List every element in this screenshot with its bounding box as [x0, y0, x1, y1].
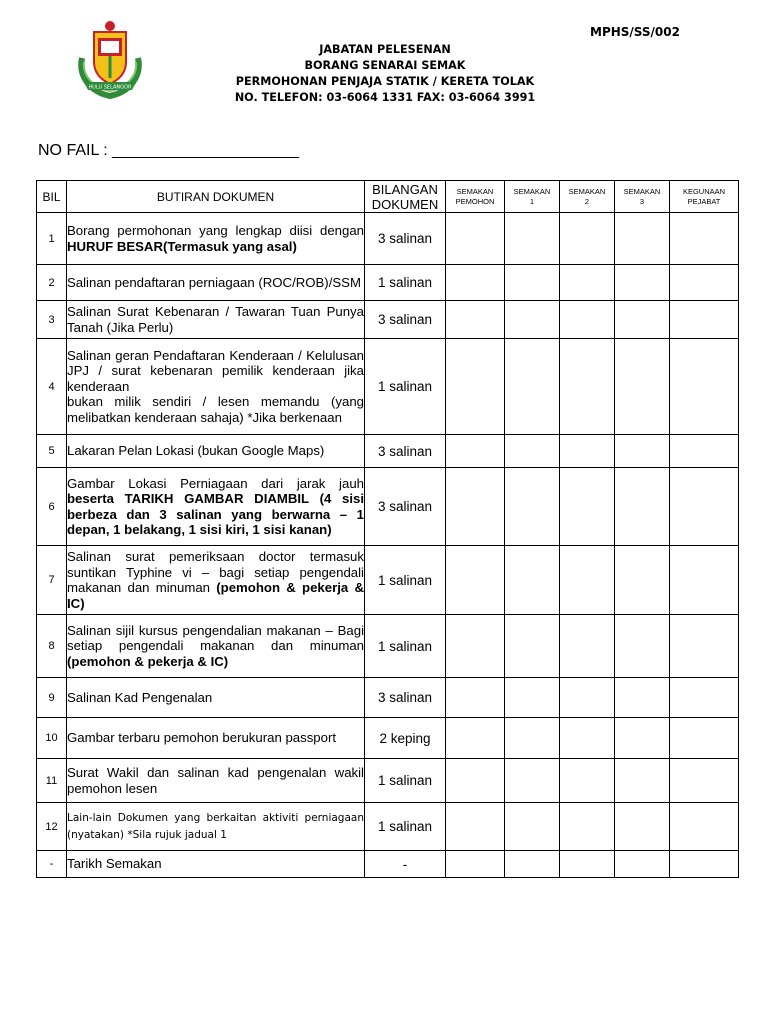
check-cell-pemohon[interactable]	[446, 718, 505, 759]
check-cell-pemohon[interactable]	[446, 213, 505, 265]
row-number: 10	[37, 718, 67, 759]
row-description: Salinan geran Pendaftaran Kenderaan / Kelulusan JPJ / surat kebenaran pemilik kenderaan jika kenderaan bukan milik sendiri / lesen memandu (yang melibatkan kenderaan sahaja) *Jika berkenaan	[67, 339, 365, 435]
check-cell-pejabat[interactable]	[670, 851, 739, 878]
check-cell-semakan-1[interactable]	[505, 615, 560, 678]
check-cell-semakan-1[interactable]	[505, 213, 560, 265]
row-description: Salinan Kad Pengenalan	[67, 678, 365, 718]
col-header-butiran: BUTIRAN DOKUMEN	[67, 181, 365, 213]
check-cell-pejabat[interactable]	[670, 718, 739, 759]
check-cell-pejabat[interactable]	[670, 435, 739, 468]
row-description: Tarikh Semakan	[67, 851, 365, 878]
check-cell-pemohon[interactable]	[446, 339, 505, 435]
check-cell-semakan-2[interactable]	[560, 851, 615, 878]
check-cell-semakan-2[interactable]	[560, 615, 615, 678]
col-header-semakan-1: SEMAKAN 1	[505, 181, 560, 213]
row-quantity: 3 salinan	[365, 468, 446, 546]
check-cell-semakan-2[interactable]	[560, 265, 615, 301]
check-cell-semakan-1[interactable]	[505, 759, 560, 803]
row-quantity: 3 salinan	[365, 678, 446, 718]
check-cell-pejabat[interactable]	[670, 339, 739, 435]
check-cell-semakan-3[interactable]	[615, 213, 670, 265]
table-row	[37, 339, 739, 435]
check-cell-pejabat[interactable]	[670, 546, 739, 615]
row-quantity: 1 salinan	[365, 265, 446, 301]
row-number: 6	[37, 468, 67, 546]
file-number-field[interactable]	[38, 142, 299, 160]
row-number: 3	[37, 301, 67, 339]
check-cell-semakan-2[interactable]	[560, 213, 615, 265]
check-cell-semakan-2[interactable]	[560, 546, 615, 615]
table-header-row	[37, 181, 739, 213]
check-cell-semakan-1[interactable]	[505, 265, 560, 301]
check-cell-pemohon[interactable]	[446, 803, 505, 851]
document-header	[200, 42, 570, 106]
row-number: 12	[37, 803, 67, 851]
check-cell-semakan-2[interactable]	[560, 435, 615, 468]
row-quantity: 1 salinan	[365, 759, 446, 803]
table-row	[37, 435, 739, 468]
table-row	[37, 213, 739, 265]
row-number: 8	[37, 615, 67, 678]
check-cell-semakan-3[interactable]	[615, 615, 670, 678]
col-header-bilangan: BILANGAN DOKUMEN	[365, 181, 446, 213]
check-cell-pejabat[interactable]	[670, 213, 739, 265]
check-cell-semakan-1[interactable]	[505, 546, 560, 615]
table-row	[37, 265, 739, 301]
check-cell-semakan-1[interactable]	[505, 851, 560, 878]
table-row	[37, 468, 739, 546]
check-cell-pemohon[interactable]	[446, 678, 505, 718]
check-cell-semakan-3[interactable]	[615, 803, 670, 851]
row-quantity: 1 salinan	[365, 546, 446, 615]
row-number: 7	[37, 546, 67, 615]
table-row	[37, 851, 739, 878]
check-cell-pemohon[interactable]	[446, 851, 505, 878]
row-number: -	[37, 851, 67, 878]
check-cell-pemohon[interactable]	[446, 546, 505, 615]
check-cell-semakan-2[interactable]	[560, 468, 615, 546]
check-cell-semakan-1[interactable]	[505, 803, 560, 851]
document-checklist-table	[36, 180, 739, 878]
row-quantity: 1 salinan	[365, 339, 446, 435]
row-description: Gambar terbaru pemohon berukuran passport	[67, 718, 365, 759]
table-row	[37, 718, 739, 759]
table-row	[37, 759, 739, 803]
check-cell-pemohon[interactable]	[446, 759, 505, 803]
row-description: Gambar Lokasi Perniagaan dari jarak jauh beserta TARIKH GAMBAR DIAMBIL (4 sisi berbeza dan 3 salinan yang berwarna – 1 depan, 1 belakang, 1 sisi kiri, 1 sisi kanan)	[67, 468, 365, 546]
check-cell-semakan-1[interactable]	[505, 435, 560, 468]
row-description: Salinan sijil kursus pengendalian makanan – Bagi setiap pengendali makanan dan minuman (pemohon & pekerja & IC)	[67, 615, 365, 678]
check-cell-semakan-1[interactable]	[505, 718, 560, 759]
col-header-semakan-3: SEMAKAN 3	[615, 181, 670, 213]
logo-ribbon-text: HULU SELANGOR	[88, 84, 132, 91]
check-cell-semakan-3[interactable]	[615, 546, 670, 615]
application-type: PERMOHONAN PENJAJA STATIK / KERETA TOLAK	[235, 75, 535, 88]
table-row	[37, 301, 739, 339]
check-cell-semakan-3[interactable]	[615, 851, 670, 878]
row-quantity: -	[365, 851, 446, 878]
table-row	[37, 615, 739, 678]
check-cell-pemohon[interactable]	[446, 301, 505, 339]
check-cell-semakan-1[interactable]	[505, 678, 560, 718]
check-cell-pemohon[interactable]	[446, 468, 505, 546]
row-number: 1	[37, 213, 67, 265]
row-description: Lain-lain Dokumen yang berkaitan aktiviti perniagaan (nyatakan) *Sila rujuk jadual 1	[67, 803, 365, 851]
check-cell-pemohon[interactable]	[446, 265, 505, 301]
check-cell-semakan-2[interactable]	[560, 803, 615, 851]
check-cell-semakan-2[interactable]	[560, 718, 615, 759]
check-cell-semakan-3[interactable]	[615, 265, 670, 301]
check-cell-semakan-2[interactable]	[560, 759, 615, 803]
check-cell-pejabat[interactable]	[670, 468, 739, 546]
row-quantity: 2 keping	[365, 718, 446, 759]
check-cell-semakan-3[interactable]	[615, 339, 670, 435]
check-cell-semakan-1[interactable]	[505, 301, 560, 339]
row-number: 2	[37, 265, 67, 301]
check-cell-semakan-1[interactable]	[505, 339, 560, 435]
check-cell-semakan-2[interactable]	[560, 301, 615, 339]
check-cell-semakan-3[interactable]	[615, 435, 670, 468]
contact-numbers: NO. TELEFON: 03-6064 1331 FAX: 03-6064 3991	[234, 91, 536, 104]
check-cell-semakan-2[interactable]	[560, 339, 615, 435]
check-cell-pejabat[interactable]	[670, 615, 739, 678]
col-header-semakan-pemohon: SEMAKAN PEMOHON	[446, 181, 505, 213]
check-cell-semakan-3[interactable]	[615, 759, 670, 803]
row-number: 5	[37, 435, 67, 468]
row-quantity: 3 salinan	[365, 435, 446, 468]
check-cell-semakan-3[interactable]	[615, 301, 670, 339]
table-row	[37, 803, 739, 851]
row-description: Lakaran Pelan Lokasi (bukan Google Maps)	[67, 435, 365, 468]
council-crest-logo	[72, 18, 148, 100]
col-header-bil: BIL	[37, 181, 67, 213]
check-cell-pejabat[interactable]	[670, 265, 739, 301]
document-code: MPHS/SS/002	[590, 25, 680, 39]
check-cell-pemohon[interactable]	[446, 435, 505, 468]
row-quantity: 1 salinan	[365, 615, 446, 678]
check-cell-pejabat[interactable]	[670, 301, 739, 339]
row-description: Surat Wakil dan salinan kad pengenalan wakil pemohon lesen	[67, 759, 365, 803]
department-name: JABATAN PELESENAN	[319, 43, 451, 56]
table-row	[37, 678, 739, 718]
check-cell-pejabat[interactable]	[670, 759, 739, 803]
row-number: 11	[37, 759, 67, 803]
check-cell-semakan-2[interactable]	[560, 678, 615, 718]
row-number: 9	[37, 678, 67, 718]
file-number-blank[interactable]: _____________________	[112, 142, 299, 159]
check-cell-semakan-3[interactable]	[615, 718, 670, 759]
row-description: Borang permohonan yang lengkap diisi dengan HURUF BESAR(Termasuk yang asal)	[67, 213, 365, 265]
row-quantity: 3 salinan	[365, 213, 446, 265]
table-row	[37, 546, 739, 615]
check-cell-pejabat[interactable]	[670, 803, 739, 851]
col-header-kegunaan-pejabat: KEGUNAAN PEJABAT	[670, 181, 739, 213]
check-cell-semakan-3[interactable]	[615, 468, 670, 546]
row-number: 4	[37, 339, 67, 435]
file-number-label: NO FAIL :	[38, 142, 108, 159]
row-description: Salinan Surat Kebenaran / Tawaran Tuan Punya Tanah (Jika Perlu)	[67, 301, 365, 339]
row-quantity: 1 salinan	[365, 803, 446, 851]
check-cell-semakan-3[interactable]	[615, 678, 670, 718]
row-description: Salinan pendaftaran perniagaan (ROC/ROB)/SSM	[67, 265, 365, 301]
form-name: BORANG SENARAI SEMAK	[304, 59, 466, 72]
check-cell-semakan-1[interactable]	[505, 468, 560, 546]
check-cell-pejabat[interactable]	[670, 678, 739, 718]
check-cell-pemohon[interactable]	[446, 615, 505, 678]
col-header-semakan-2: SEMAKAN 2	[560, 181, 615, 213]
row-description: Salinan surat pemeriksaan doctor termasuk suntikan Typhine vi – bagi setiap pengendali makanan dan minuman (pemohon & pekerja & IC)	[67, 546, 365, 615]
row-quantity: 3 salinan	[365, 301, 446, 339]
